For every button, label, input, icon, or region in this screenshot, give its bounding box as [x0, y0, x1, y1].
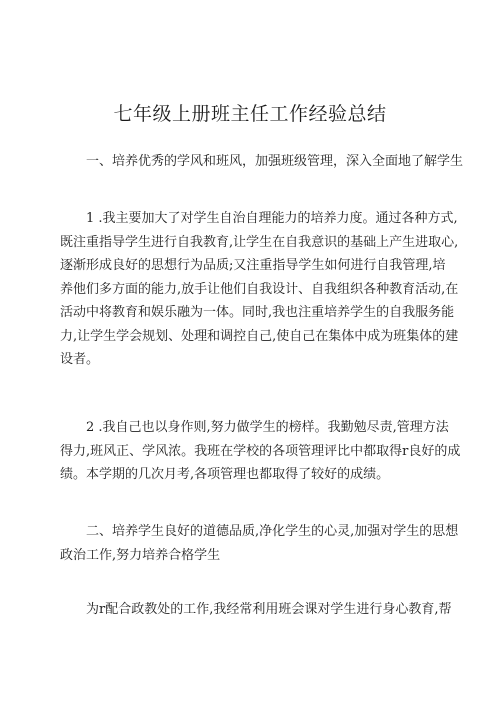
paragraph-1: [60, 207, 459, 372]
text-line: 力,让学生学会规划、处理和调控自己,使自己在集体中成为班集体的建: [60, 328, 459, 344]
text-line: 二、培养学生良好的道德品质,净化学生的心灵,加强对学生的思想: [86, 524, 459, 539]
paragraph-3: [60, 598, 452, 622]
text-line: 政治工作,努力培养合格学生: [60, 547, 221, 563]
text-line: 一、培养优秀的学风和班风，加强班级管理，深入全面地了解学生: [86, 154, 464, 169]
text-line: 得力,班风正、学风浓。我班在学校的各项管理评比中都取得r良好的成: [60, 443, 461, 459]
text-line: 活动中将教育和娱乐融为一体。同时,我也注重培养学生的自我服务能: [60, 305, 455, 320]
document-title: 七年级上册班主任工作经验总结: [113, 103, 387, 125]
text-line: 养他们多方面的能力,放手让他们自我设计、自我组织各种教育活动,在: [60, 281, 459, 297]
text-line: 绩。本学期的几次月考,各项管理也都取得了较好的成绩。: [60, 467, 390, 482]
section-heading-2: [60, 520, 459, 567]
text-line: 逐渐形成良好的思想行为品质;又注重指导学生如何进行自我管理,培: [60, 258, 446, 273]
text-line: 1 .我主要加大了对学生自治自理能力的培养力度。通过各种方式,: [86, 211, 458, 226]
section-heading-1: [60, 150, 464, 174]
text-line: 设者。: [60, 352, 100, 367]
text-line: 为r配合政教处的工作,我经常利用班会课对学生进行身心教育,帮: [86, 602, 452, 617]
paragraph-2: [60, 416, 461, 487]
text-line: 既注重指导学生进行自我教育,让学生在自我意识的基础上产生进取心,: [60, 234, 459, 250]
text-line: 2 .我自己也以身作则,努力做学生的榜样。我勤勉尽责,管理方法: [86, 420, 449, 435]
